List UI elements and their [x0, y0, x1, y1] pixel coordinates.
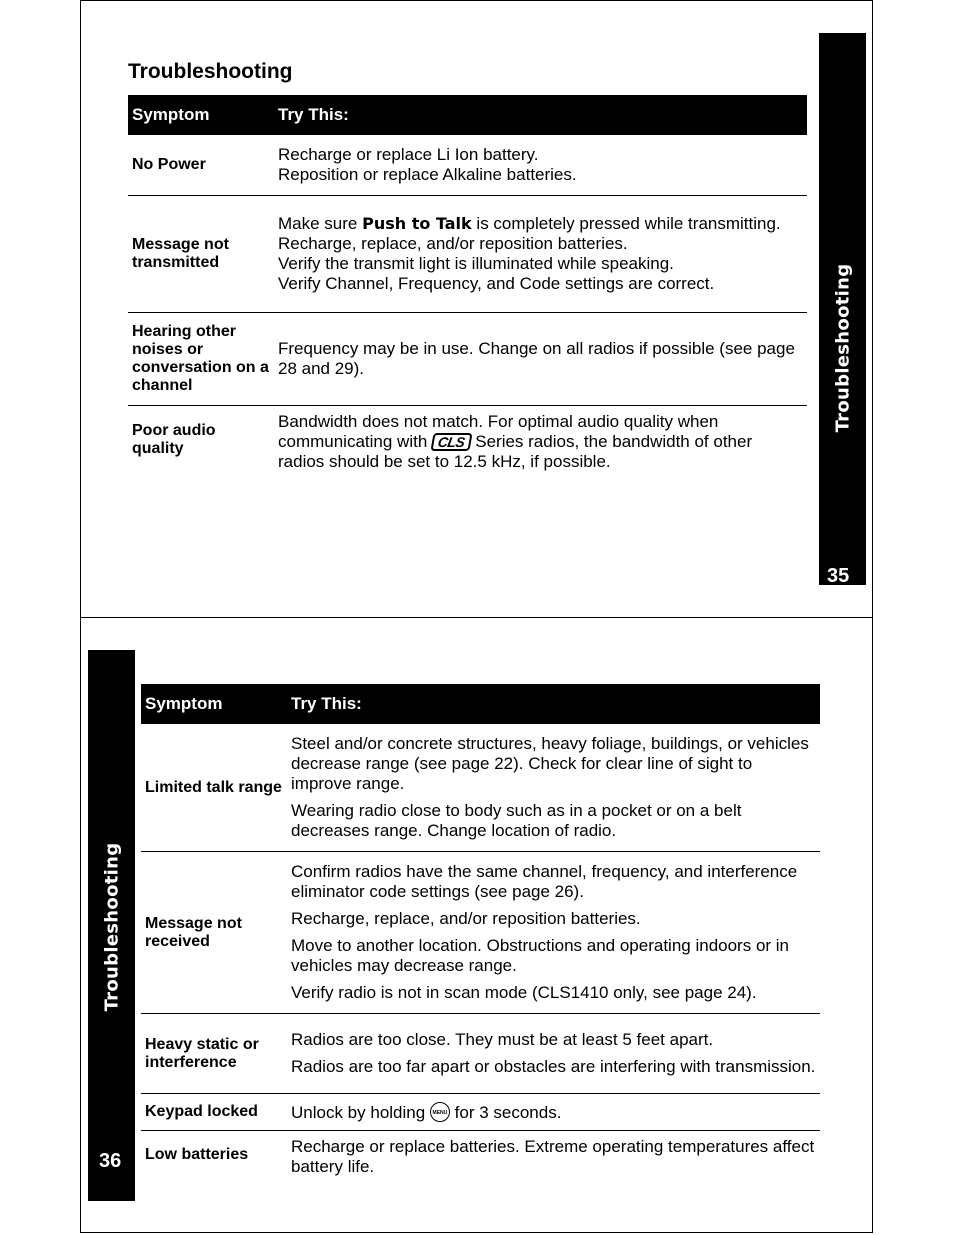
remedy-line: Recharge or replace Li Ion battery.	[278, 145, 539, 164]
remedy-text: Make sure	[278, 214, 363, 233]
header-try-this: Try This:	[287, 684, 820, 724]
remedy-text: Unlock by holding	[291, 1102, 430, 1122]
remedy-cell	[287, 724, 820, 852]
table-header-row	[141, 684, 820, 724]
side-tab-label: Troubleshooting	[832, 263, 853, 433]
symptom-cell: Hearing other noises or conversation on a channel	[128, 313, 274, 406]
troubleshooting-table-page-36	[141, 684, 820, 1191]
remedy-line: Wearing radio close to body such as in a pocket or on a belt decreases range. Change location of radio.	[291, 801, 742, 840]
side-tab-page-35	[819, 33, 866, 585]
side-tab-page-36	[88, 650, 135, 1201]
symptom-cell: Poor audio quality	[132, 422, 216, 457]
remedy-line	[291, 1102, 816, 1123]
remedy-line: Reposition or replace Alkaline batteries.	[278, 165, 577, 184]
table-row	[128, 196, 807, 313]
table-header-row	[128, 95, 807, 135]
header-symptom: Symptom	[141, 684, 287, 724]
symptom-cell: Message not received	[141, 852, 287, 1014]
table-row	[141, 852, 820, 1014]
table-row	[128, 135, 807, 196]
symptom-cell: Low batteries	[145, 1146, 249, 1163]
table-row	[141, 1014, 820, 1094]
table-row	[128, 313, 807, 406]
header-try-this: Try This:	[274, 95, 807, 135]
page-number: 36	[99, 1150, 122, 1172]
table-row	[128, 406, 807, 483]
remedy-cell	[287, 852, 820, 1014]
remedy-cell	[287, 1094, 820, 1131]
remedy-line: Verify Channel, Frequency, and Code settings are correct.	[278, 274, 715, 293]
symptom-cell: Message not transmitted	[128, 196, 274, 313]
symptom-cell: Keypad locked	[141, 1094, 287, 1131]
remedy-line: Verify the transmit light is illuminated while speaking.	[278, 254, 674, 273]
remedy-cell	[287, 1014, 820, 1094]
symptom-cell: Heavy static or interference	[141, 1014, 287, 1094]
remedy-line: Steel and/or concrete structures, heavy foliage, buildings, or vehicles decrease range (see page 22). Check for clear line of sight to improve range.	[291, 734, 809, 793]
remedy-text: Series radios, the bandwidth of other radios should be set to 12.5 kHz, if possible.	[278, 432, 753, 471]
side-tab-label: Troubleshooting	[101, 842, 122, 1012]
remedy-line	[278, 412, 803, 472]
remedy-cell	[274, 406, 807, 483]
cls-logo-icon: CLS	[430, 433, 472, 451]
symptom-cell: No Power	[128, 135, 274, 196]
troubleshooting-table-page-35	[128, 95, 807, 482]
remedy-line: Recharge, replace, and/or reposition batteries.	[278, 234, 628, 253]
symptom-cell: Limited talk range	[141, 724, 287, 852]
remedy-line: Radios are too close. They must be at least 5 feet apart.	[291, 1030, 714, 1049]
header-symptom: Symptom	[128, 95, 274, 135]
remedy-line: Radios are too far apart or obstacles are interfering with transmission.	[291, 1057, 816, 1076]
page-divider	[80, 617, 873, 618]
remedy-cell	[287, 1131, 820, 1191]
table-row	[141, 1131, 820, 1191]
push-to-talk-key-label: Push to Talk	[362, 214, 472, 233]
table-row	[141, 1094, 820, 1131]
remedy-text: for 3 seconds.	[449, 1102, 562, 1122]
remedy-text: is completely pressed while transmitting.	[471, 214, 781, 233]
remedy-line	[278, 214, 803, 234]
remedy-line: Confirm radios have the same channel, frequency, and interference eliminator code settings (see page 26).	[291, 862, 798, 901]
menu-button-icon: MENU	[430, 1102, 450, 1122]
remedy-cell	[274, 135, 807, 196]
table-row	[141, 724, 820, 852]
remedy-line: Recharge, replace, and/or reposition batteries.	[291, 909, 641, 928]
remedy-line: Verify radio is not in scan mode (CLS1410 only, see page 24).	[291, 983, 757, 1002]
page-title: Troubleshooting	[128, 60, 293, 83]
remedy-line: Recharge or replace batteries. Extreme operating temperatures affect battery life.	[291, 1137, 815, 1176]
remedy-text: Bandwidth does not match. For optimal audio quality when communicating with	[278, 412, 719, 451]
remedy-cell	[274, 196, 807, 313]
remedy-line: Move to another location. Obstructions and operating indoors or in vehicles may decrease range.	[291, 936, 790, 975]
remedy-line: Frequency may be in use. Change on all radios if possible (see page 28 and 29).	[278, 339, 795, 378]
page-number: 35	[827, 565, 850, 587]
remedy-cell	[274, 313, 807, 406]
